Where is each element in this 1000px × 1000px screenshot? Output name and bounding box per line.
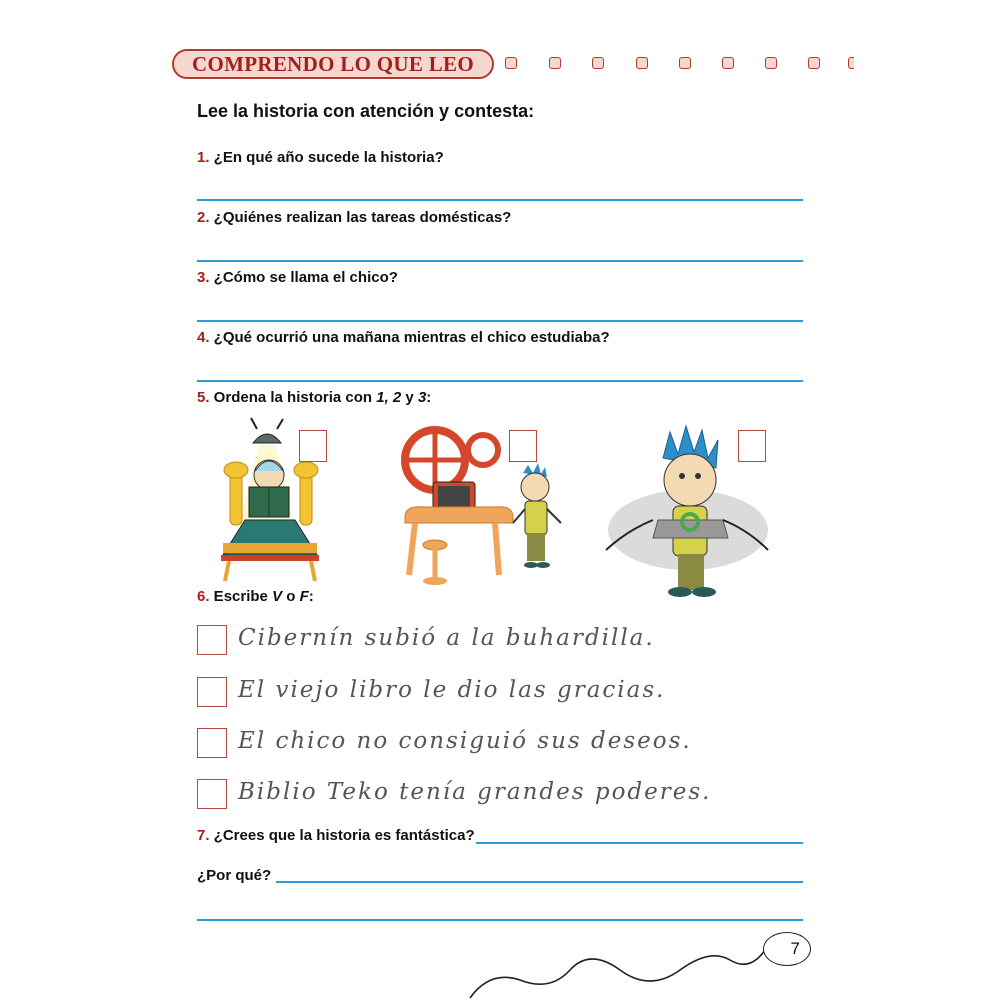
true-false-box-1[interactable] xyxy=(197,625,227,655)
question-2 xyxy=(197,209,511,226)
answer-line-why-2[interactable] xyxy=(197,919,803,921)
question-number: 4. xyxy=(197,329,210,346)
header-decoration-dot xyxy=(549,57,561,69)
question-1 xyxy=(197,149,444,166)
section-header xyxy=(172,49,494,79)
statement-1: Cibernín subió a la buhardilla. xyxy=(238,625,655,651)
question-text: ¿Cómo se llama el chico? xyxy=(209,269,398,286)
question-number: 7. xyxy=(197,827,210,844)
question-text: y xyxy=(401,389,418,406)
statement-3: El chico no consiguió sus deseos. xyxy=(238,728,692,754)
question-text: ¿En qué año sucede la historia? xyxy=(209,149,444,166)
order-box-1[interactable] xyxy=(299,430,327,462)
question-text: : xyxy=(308,588,314,605)
header-decoration-dot xyxy=(765,57,777,69)
question-text: V xyxy=(272,588,283,605)
question-text: Escribe xyxy=(209,588,273,605)
question-4 xyxy=(197,329,610,346)
answer-line-why[interactable] xyxy=(276,881,803,883)
page-number-text: 7 xyxy=(790,939,800,958)
true-false-box-3[interactable] xyxy=(197,728,227,758)
order-box-2[interactable] xyxy=(509,430,537,462)
answer-line-7[interactable] xyxy=(476,842,803,844)
header-decoration-dot xyxy=(722,57,734,69)
answer-line-4[interactable] xyxy=(197,380,803,382)
answer-line-3[interactable] xyxy=(197,320,803,322)
question-number: 1. xyxy=(197,149,210,166)
header-decoration-dot xyxy=(592,57,604,69)
header-decoration-dot xyxy=(808,57,820,69)
question-text: Ordena la historia con xyxy=(209,389,377,406)
header-decoration-dot xyxy=(505,57,517,69)
statement-2: El viejo libro le dio las gracias. xyxy=(238,677,666,703)
question-7 xyxy=(197,827,475,844)
question-number: 2. xyxy=(197,209,210,226)
order-box-3[interactable] xyxy=(738,430,766,462)
question-text: F xyxy=(299,588,309,605)
header-decoration-dot xyxy=(848,57,854,69)
question-5 xyxy=(197,389,431,406)
boy-computer-desk-illustration xyxy=(395,425,570,587)
true-false-box-4[interactable] xyxy=(197,779,227,809)
question-number: 5. xyxy=(197,389,210,406)
question-text: ¿Qué ocurrió una mañana mientras el chico estudiaba? xyxy=(209,329,610,346)
answer-line-1[interactable] xyxy=(197,199,803,201)
question-3 xyxy=(197,269,398,286)
why-label: ¿Por qué? xyxy=(197,867,272,884)
section-title: COMPRENDO LO QUE LEO xyxy=(192,51,474,76)
question-number: 3. xyxy=(197,269,210,286)
question-text: 3 xyxy=(417,389,427,406)
question-number: 6. xyxy=(197,588,210,605)
question-text: ¿Quiénes realizan las tareas domésticas? xyxy=(209,209,512,226)
true-false-box-2[interactable] xyxy=(197,677,227,707)
question-text: : xyxy=(426,389,432,406)
question-6 xyxy=(197,588,314,605)
answer-line-2[interactable] xyxy=(197,260,803,262)
question-text: ¿Crees que la historia es fantástica? xyxy=(209,827,475,844)
question-text: 1, 2 xyxy=(376,389,402,406)
page-number xyxy=(763,932,811,966)
header-decoration-dot xyxy=(679,57,691,69)
header-decoration-dot xyxy=(636,57,648,69)
mouse-cord-decoration xyxy=(460,930,770,1000)
instruction-text: Lee la historia con atención y contesta: xyxy=(197,101,535,121)
question-text: o xyxy=(282,588,300,605)
statement-4: Biblio Teko tenía grandes poderes. xyxy=(238,779,712,805)
